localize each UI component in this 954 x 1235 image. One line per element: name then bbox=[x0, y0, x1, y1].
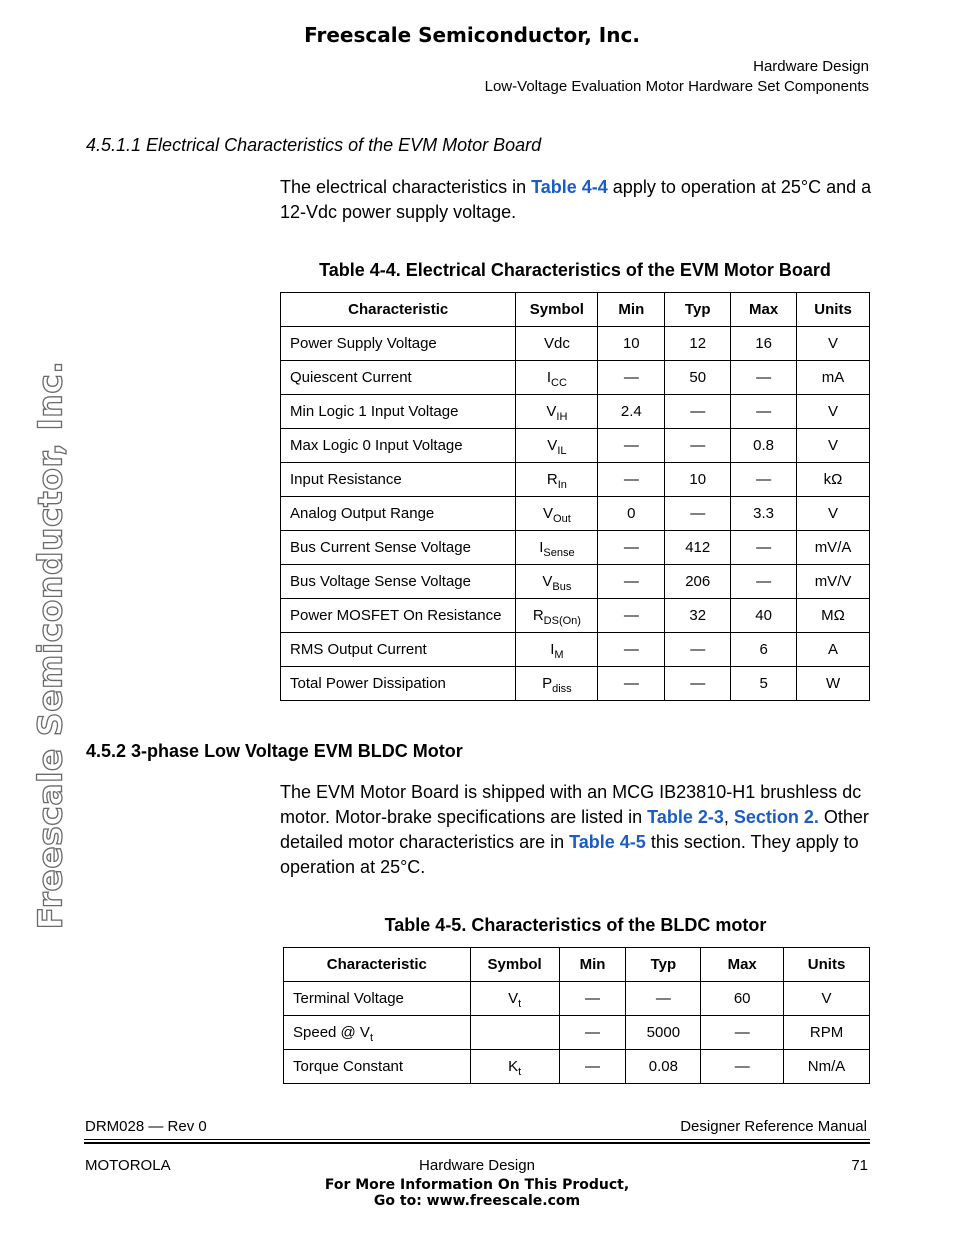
max-cell: — bbox=[731, 463, 797, 497]
table-row bbox=[281, 565, 870, 599]
typ-cell: — bbox=[665, 667, 731, 701]
column-header: Max bbox=[701, 948, 784, 982]
characteristic-cell bbox=[284, 982, 471, 1016]
units-cell: Nm/A bbox=[784, 1050, 870, 1084]
table-row bbox=[284, 1016, 870, 1050]
table-row bbox=[281, 429, 870, 463]
paragraph-text: apply to operation at 25°C and a 12-Vdc power supply voltage. bbox=[280, 177, 872, 222]
section-heading-4-5-2: 4.5.2 3-phase Low Voltage EVM BLDC Motor bbox=[86, 741, 463, 761]
table-header-row bbox=[281, 293, 870, 327]
units-cell: mV/V bbox=[797, 565, 870, 599]
footer-company: MOTOROLA bbox=[85, 1157, 171, 1174]
section-2-link[interactable]: Section 2. bbox=[733, 807, 819, 827]
intro-paragraph bbox=[280, 175, 880, 225]
table-row bbox=[281, 463, 870, 497]
symbol-subscript: M bbox=[554, 649, 564, 661]
column-header: Symbol bbox=[516, 293, 598, 327]
symbol-cell bbox=[470, 1016, 559, 1050]
table-header-row bbox=[284, 948, 870, 982]
symbol-subscript: IH bbox=[556, 411, 568, 423]
typ-cell: — bbox=[665, 497, 731, 531]
characteristic-text: Terminal Voltage bbox=[293, 990, 404, 1007]
units-cell: MΩ bbox=[797, 599, 870, 633]
table-row bbox=[281, 327, 870, 361]
symbol-base: V bbox=[542, 573, 553, 590]
min-cell: — bbox=[559, 982, 626, 1016]
max-cell: 6 bbox=[731, 633, 797, 667]
typ-cell: 412 bbox=[665, 531, 731, 565]
symbol-cell bbox=[516, 633, 598, 667]
symbol-base: R bbox=[532, 607, 544, 624]
symbol-base: V bbox=[543, 505, 554, 522]
units-cell: V bbox=[797, 395, 870, 429]
table-row bbox=[281, 633, 870, 667]
characteristic-cell: Bus Current Sense Voltage bbox=[281, 531, 516, 565]
symbol-subscript: CC bbox=[551, 377, 567, 389]
min-cell: — bbox=[598, 633, 665, 667]
symbol-cell bbox=[516, 667, 598, 701]
symbol-base: Vdc bbox=[543, 335, 570, 352]
symbol-base: V bbox=[547, 437, 558, 454]
min-cell: — bbox=[598, 429, 665, 463]
symbol-base: V bbox=[546, 403, 557, 420]
min-cell: 10 bbox=[598, 327, 665, 361]
column-header: Characteristic bbox=[281, 293, 516, 327]
characteristic-cell: Input Resistance bbox=[281, 463, 516, 497]
min-cell: 0 bbox=[598, 497, 665, 531]
symbol-subscript: diss bbox=[552, 683, 572, 695]
symbol-cell bbox=[516, 565, 598, 599]
column-header: Symbol bbox=[470, 948, 559, 982]
max-cell: — bbox=[731, 531, 797, 565]
symbol-base: V bbox=[508, 990, 519, 1007]
page-number: 71 bbox=[851, 1157, 868, 1174]
symbol-base: P bbox=[542, 675, 553, 692]
table-row bbox=[284, 1050, 870, 1084]
promo-line-2[interactable]: Go to: www.freescale.com bbox=[373, 1193, 581, 1209]
symbol-base: I bbox=[539, 539, 544, 556]
max-cell: — bbox=[731, 395, 797, 429]
column-header: Typ bbox=[626, 948, 701, 982]
symbol-subscript: t bbox=[518, 1066, 522, 1078]
units-cell: V bbox=[797, 497, 870, 531]
typ-cell: 32 bbox=[665, 599, 731, 633]
symbol-cell bbox=[516, 497, 598, 531]
paragraph-text: , bbox=[723, 807, 734, 827]
max-cell: 60 bbox=[701, 982, 784, 1016]
table-4-5 bbox=[283, 947, 870, 1084]
symbol-base: K bbox=[508, 1058, 519, 1075]
column-header: Min bbox=[598, 293, 665, 327]
table-4-5-link[interactable]: Table 4-5 bbox=[569, 832, 646, 852]
table-row bbox=[281, 531, 870, 565]
symbol-cell bbox=[516, 327, 598, 361]
characteristic-cell: Min Logic 1 Input Voltage bbox=[281, 395, 516, 429]
min-cell: — bbox=[598, 361, 665, 395]
characteristic-cell: RMS Output Current bbox=[281, 633, 516, 667]
motor-paragraph bbox=[280, 780, 880, 880]
typ-cell: — bbox=[665, 395, 731, 429]
characteristic-cell: Total Power Dissipation bbox=[281, 667, 516, 701]
manual-title: Designer Reference Manual bbox=[680, 1118, 867, 1135]
symbol-cell bbox=[516, 361, 598, 395]
footer-divider-thin bbox=[84, 1139, 870, 1140]
symbol-cell bbox=[516, 395, 598, 429]
footer-chapter: Hardware Design bbox=[419, 1157, 535, 1174]
table-row bbox=[281, 395, 870, 429]
symbol-base: R bbox=[546, 471, 558, 488]
table-row bbox=[281, 497, 870, 531]
characteristic-cell: Power Supply Voltage bbox=[281, 327, 516, 361]
units-cell: V bbox=[797, 327, 870, 361]
symbol-subscript: Bus bbox=[552, 581, 572, 593]
column-header: Min bbox=[559, 948, 626, 982]
promo-line-1: For More Information On This Product, bbox=[324, 1177, 630, 1193]
column-header: Characteristic bbox=[284, 948, 471, 982]
symbol-subscript: Sense bbox=[543, 547, 575, 559]
max-cell: — bbox=[701, 1050, 784, 1084]
min-cell: — bbox=[598, 667, 665, 701]
characteristic-cell: Bus Voltage Sense Voltage bbox=[281, 565, 516, 599]
min-cell: — bbox=[559, 1016, 626, 1050]
typ-cell: 5000 bbox=[626, 1016, 701, 1050]
symbol-subscript: IL bbox=[557, 445, 567, 457]
typ-cell: — bbox=[665, 429, 731, 463]
symbol-cell bbox=[470, 1050, 559, 1084]
symbol-base: I bbox=[550, 641, 555, 658]
characteristic-cell: Quiescent Current bbox=[281, 361, 516, 395]
symbol-cell bbox=[516, 463, 598, 497]
running-header-subtitle: Low-Voltage Evaluation Motor Hardware Set Components bbox=[484, 78, 869, 95]
units-cell: V bbox=[797, 429, 870, 463]
min-cell: — bbox=[559, 1050, 626, 1084]
table-2-3-link[interactable]: Table 2-3 bbox=[647, 807, 724, 827]
company-title: Freescale Semiconductor, Inc. bbox=[304, 23, 640, 47]
max-cell: 5 bbox=[731, 667, 797, 701]
symbol-subscript: In bbox=[557, 479, 567, 491]
max-cell: 3.3 bbox=[731, 497, 797, 531]
units-cell: V bbox=[784, 982, 870, 1016]
side-watermark: Freescale Semiconductor, Inc. bbox=[30, 360, 70, 930]
paragraph-text: this section. They apply to operation at 25°C. bbox=[280, 832, 859, 877]
running-header-chapter: Hardware Design bbox=[753, 58, 869, 75]
characteristic-cell bbox=[284, 1050, 471, 1084]
table-row bbox=[281, 361, 870, 395]
max-cell: 0.8 bbox=[731, 429, 797, 463]
min-cell: — bbox=[598, 565, 665, 599]
symbol-subscript: Out bbox=[553, 513, 571, 525]
typ-cell: 206 bbox=[665, 565, 731, 599]
typ-cell: 10 bbox=[665, 463, 731, 497]
max-cell: — bbox=[701, 1016, 784, 1050]
max-cell: — bbox=[731, 361, 797, 395]
max-cell: — bbox=[731, 565, 797, 599]
paragraph-text: Other detailed motor characteristics are in bbox=[280, 807, 869, 852]
units-cell: kΩ bbox=[797, 463, 870, 497]
column-header: Units bbox=[797, 293, 870, 327]
characteristic-cell: Power MOSFET On Resistance bbox=[281, 599, 516, 633]
typ-cell: 0.08 bbox=[626, 1050, 701, 1084]
column-header: Max bbox=[731, 293, 797, 327]
table-4-5-caption: Table 4-5. Characteristics of the BLDC motor bbox=[384, 915, 767, 935]
characteristic-cell bbox=[284, 1016, 471, 1050]
table-row bbox=[281, 599, 870, 633]
characteristic-cell: Analog Output Range bbox=[281, 497, 516, 531]
symbol-subscript: DS(On) bbox=[543, 615, 581, 627]
units-cell: mV/A bbox=[797, 531, 870, 565]
table-4-4-caption: Table 4-4. Electrical Characteristics of the EVM Motor Board bbox=[319, 260, 831, 280]
characteristic-cell: Max Logic 0 Input Voltage bbox=[281, 429, 516, 463]
typ-cell: 12 bbox=[665, 327, 731, 361]
section-heading-4-5-1-1: 4.5.1.1 Electrical Characteristics of the EVM Motor Board bbox=[86, 135, 542, 155]
table-row bbox=[284, 982, 870, 1016]
min-cell: — bbox=[598, 531, 665, 565]
typ-cell: — bbox=[665, 633, 731, 667]
characteristic-text: Speed @ V bbox=[293, 1024, 370, 1041]
units-cell: RPM bbox=[784, 1016, 870, 1050]
table-row bbox=[281, 667, 870, 701]
table-4-4-link[interactable]: Table 4-4 bbox=[531, 177, 608, 197]
max-cell: 40 bbox=[731, 599, 797, 633]
characteristic-subscript: t bbox=[369, 1032, 374, 1044]
typ-cell: — bbox=[626, 982, 701, 1016]
symbol-cell bbox=[516, 531, 598, 565]
min-cell: — bbox=[598, 599, 665, 633]
column-header: Typ bbox=[665, 293, 731, 327]
paragraph-text: The EVM Motor Board is shipped with an MCG IB23810-H1 brushless dc motor. Motor-brake specifications are listed in bbox=[280, 782, 862, 827]
table-4-4 bbox=[280, 292, 870, 701]
units-cell: W bbox=[797, 667, 870, 701]
min-cell: 2.4 bbox=[598, 395, 665, 429]
characteristic-text: Torque Constant bbox=[293, 1058, 404, 1075]
column-header: Units bbox=[784, 948, 870, 982]
symbol-cell bbox=[516, 429, 598, 463]
symbol-base: I bbox=[546, 369, 552, 386]
symbol-cell bbox=[470, 982, 559, 1016]
min-cell: — bbox=[598, 463, 665, 497]
symbol-cell bbox=[516, 599, 598, 633]
units-cell: A bbox=[797, 633, 870, 667]
paragraph-text: The electrical characteristics in bbox=[280, 177, 532, 197]
symbol-subscript: t bbox=[518, 998, 522, 1010]
units-cell: mA bbox=[797, 361, 870, 395]
footer-divider-thick bbox=[84, 1142, 870, 1144]
document-id: DRM028 — Rev 0 bbox=[85, 1118, 207, 1135]
typ-cell: 50 bbox=[665, 361, 731, 395]
max-cell: 16 bbox=[731, 327, 797, 361]
